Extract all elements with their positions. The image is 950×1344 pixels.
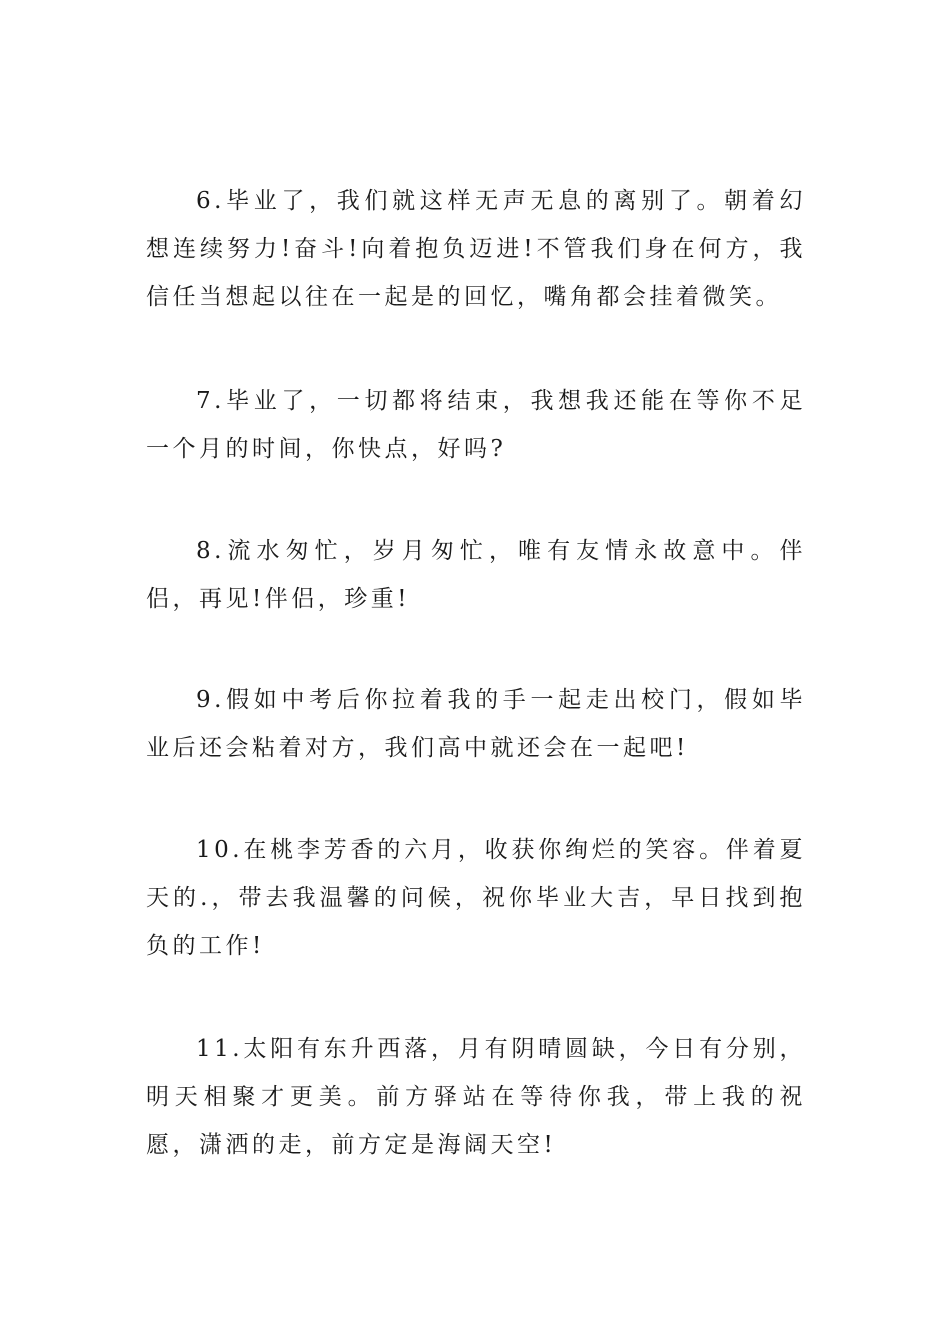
- paragraph-11: 11.太阳有东升西落，月有阴晴圆缺，今日有分别，明天相聚才更美。前方驿站在等待你我，带上我的祝愿，潇洒的走，前方定是海阔天空!: [146, 1036, 806, 1158]
- paragraph-8: 8.流水匆忙，岁月匆忙，唯有友情永故意中。伴侣，再见!伴侣，珍重!: [146, 538, 806, 612]
- paragraph-7: 7.毕业了，一切都将结束，我想我还能在等你不足一个月的时间，你快点，好吗?: [146, 388, 806, 462]
- paragraph-10: 10.在桃李芳香的六月，收获你绚烂的笑容。伴着夏天的.，带去我温馨的问候，祝你毕业大吉，早日找到抱负的工作!: [146, 837, 806, 959]
- paragraph-6: 6.毕业了，我们就这样无声无息的离别了。朝着幻想连续努力!奋斗!向着抱负迈进!不管我们身在何方，我信任当想起以往在一起是的回忆，嘴角都会挂着微笑。: [146, 188, 806, 310]
- paragraph-9: 9.假如中考后你拉着我的手一起走出校门，假如毕业后还会粘着对方，我们高中就还会在一起吧!: [146, 687, 806, 761]
